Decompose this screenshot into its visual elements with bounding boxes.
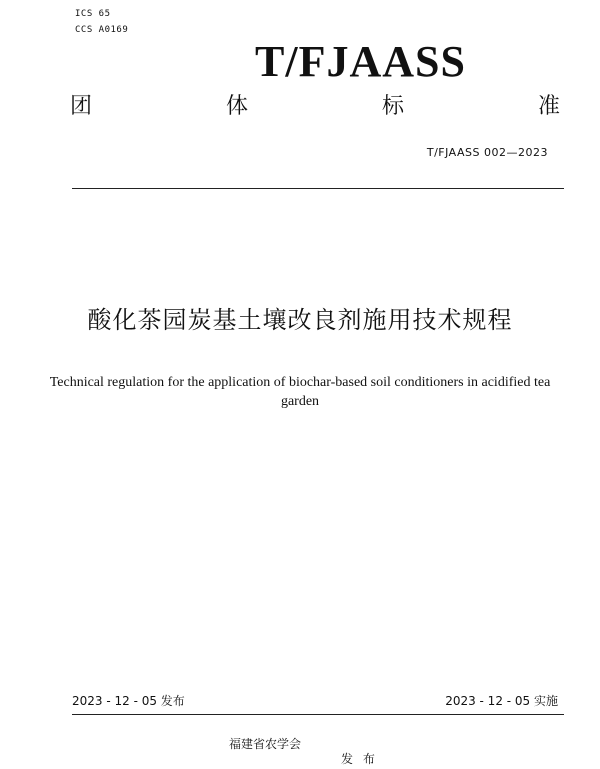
english-title: Technical regulation for the application of biochar-based soil conditioners in acidified tea garden bbox=[49, 375, 551, 409]
publisher-name: 福建省农学会 bbox=[229, 737, 302, 751]
header-divider bbox=[72, 188, 564, 189]
issue-date: 2023 - 12 - 05 发布 bbox=[72, 694, 185, 708]
ics-code: ICS 65 bbox=[75, 9, 111, 19]
standard-number: T/FJAASS 002—2023 bbox=[426, 146, 548, 159]
standard-type bbox=[70, 92, 560, 122]
standard-type-char-3: 标 bbox=[381, 94, 404, 119]
organization-code: T/FJAASS bbox=[255, 37, 466, 86]
chinese-title: 酸化茶园炭基土壤改良剂施用技术规程 bbox=[87, 306, 513, 334]
standard-type-char-2: 体 bbox=[225, 94, 248, 119]
ccs-code: CCS A0169 bbox=[75, 25, 129, 35]
publish-label: 发 布 bbox=[341, 752, 378, 766]
footer-divider bbox=[72, 714, 564, 715]
implementation-date: 2023 - 12 - 05 实施 bbox=[445, 694, 558, 708]
standard-type-char-4: 准 bbox=[537, 94, 560, 119]
standard-type-char-1: 团 bbox=[70, 94, 93, 119]
